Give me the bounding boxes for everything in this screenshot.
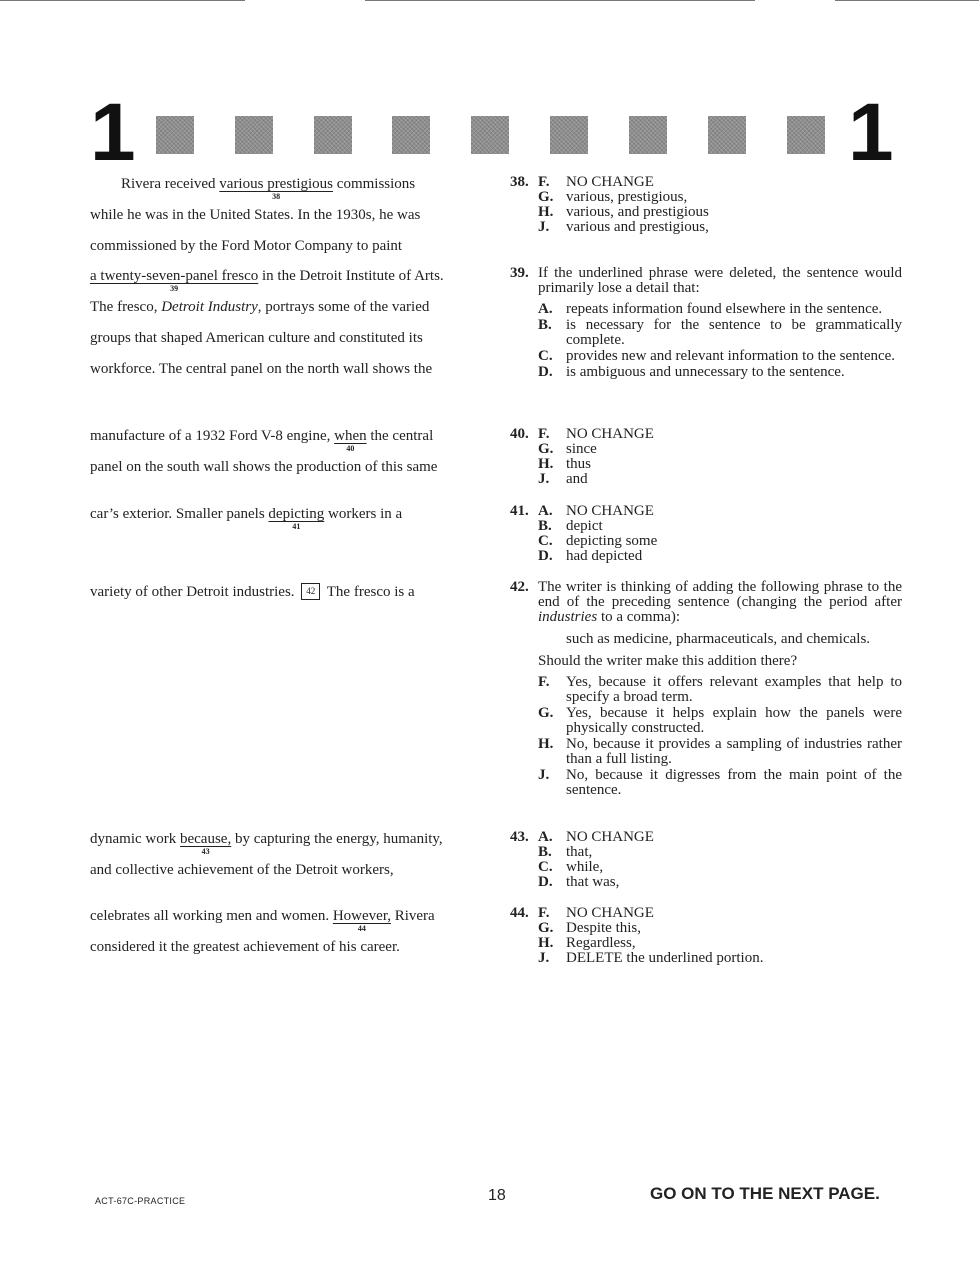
question-marker-44: 44: [357, 924, 366, 933]
answer-option[interactable]: that,: [566, 844, 593, 860]
answer-option[interactable]: No, because it provides a sampling of industries rather than a full listing.: [566, 736, 902, 767]
question-marker-38: 38: [272, 192, 281, 201]
section-header-blocks: [156, 116, 828, 154]
question-marker-40: 40: [346, 444, 355, 453]
answer-option[interactable]: various, prestigious,: [566, 189, 688, 205]
answer-option[interactable]: that was,: [566, 874, 620, 890]
answer-option[interactable]: NO CHANGE: [566, 829, 654, 845]
header-block: [787, 116, 825, 154]
answer-option[interactable]: depicting some: [566, 533, 658, 549]
question-marker-43: 43: [201, 847, 210, 856]
answer-option[interactable]: various, and prestigious: [566, 204, 709, 220]
answer-option[interactable]: Yes, because it helps explain how the panels were physically constructed.: [566, 705, 902, 736]
underlined-phrase-38[interactable]: various prestigious 38: [219, 176, 334, 201]
question-40: 40. F. NO CHANGE G. since H. thus J. and: [510, 427, 902, 487]
answer-option[interactable]: and: [566, 471, 588, 487]
answer-option[interactable]: Regardless,: [566, 935, 636, 951]
answer-option[interactable]: Despite this,: [566, 920, 641, 936]
header-block: [392, 116, 430, 154]
answer-option[interactable]: thus: [566, 456, 592, 472]
question-marker-39: 39: [170, 284, 179, 293]
next-page-notice: GO ON TO THE NEXT PAGE.: [650, 1184, 880, 1203]
question-43: 43. A. NO CHANGE B. that, C. while, D. that was,: [510, 830, 902, 890]
top-rule-left: [0, 0, 245, 1]
form-code: ACT-67C-PRACTICE: [95, 1196, 186, 1206]
answer-option[interactable]: Yes, because it offers relevant examples that help to specify a broad term.: [566, 674, 902, 705]
answer-option[interactable]: is necessary for the sentence to be grammatically complete.: [566, 317, 902, 348]
answer-option[interactable]: depict: [566, 518, 603, 534]
question-39: 39. If the underlined phrase were deleted, the sentence would primarily lose a detail that: A. repeats information found elsewhere in the sentence. B. is necessary for the sentence to be grammatically complete. C. provides new and relevant information to the sentence. D. is ambiguous and unnecessary to the sentence.: [510, 265, 902, 380]
underlined-phrase-41[interactable]: depicting 41: [268, 506, 325, 531]
question-box-42[interactable]: 42: [301, 583, 320, 600]
answer-option[interactable]: is ambiguous and unnecessary to the sentence.: [566, 364, 845, 380]
header-block: [550, 116, 588, 154]
section-number-right: 1: [848, 87, 892, 178]
answer-option[interactable]: repeats information found elsewhere in the sentence.: [566, 301, 883, 317]
proposed-phrase: such as medicine, pharmaceuticals, and chemicals.: [566, 631, 871, 647]
answer-option[interactable]: NO CHANGE: [566, 905, 654, 921]
question-38: 38. F. NO CHANGE G. various, prestigious, H. various, and prestigious J. various and prestigious,: [510, 175, 902, 235]
passage-line: variety of other Detroit industries. 42 The fresco is a: [90, 584, 415, 600]
page-number: 18: [488, 1187, 506, 1204]
question-stem: If the underlined phrase were deleted, the sentence would primarily lose a detail that:: [538, 265, 902, 296]
top-rule-center: [365, 0, 755, 1]
passage-line: panel on the south wall shows the production of this same: [90, 459, 438, 475]
passage-line: celebrates all working men and women. However, 44 Rivera: [90, 908, 435, 933]
answer-option[interactable]: NO CHANGE: [566, 174, 654, 190]
header-block: [314, 116, 352, 154]
passage-line: and collective achievement of the Detroit workers,: [90, 862, 394, 878]
question-42: 42. The writer is thinking of adding the following phrase to the end of the preceding sentence (changing the period after industries to a comma): such as medicine, pharmaceuticals, and chemicals. Should the writer make this addition there? F. Yes, because it offers relevant examples that help to specify a broad term. G. Yes, because it helps explain how the panels were physically constructed. H. No, because it provides a sampling of industries rather than a full listing. J. No, because it digresses from the main point of the sentence.: [510, 579, 902, 798]
header-block: [629, 116, 667, 154]
passage-line: groups that shaped American culture and constituted its: [90, 330, 423, 346]
question-44: 44. F. NO CHANGE G. Despite this, H. Regardless, J. DELETE the underlined portion.: [510, 906, 902, 966]
passage-line: commissioned by the Ford Motor Company to paint: [90, 238, 403, 254]
question-stem: The writer is thinking of adding the following phrase to the end of the preceding sentence (changing the period after industries to a comma):: [538, 579, 902, 625]
underlined-phrase-44[interactable]: However, 44: [332, 908, 391, 933]
passage-line: workforce. The central panel on the north wall shows the: [90, 361, 433, 377]
passage-line: car’s exterior. Smaller panels depicting 41 workers in a: [90, 506, 403, 531]
answer-option[interactable]: DELETE the underlined portion.: [566, 950, 764, 966]
passage-line: while he was in the United States. In the 1930s, he was: [90, 207, 421, 223]
question-ask: Should the writer make this addition there?: [538, 653, 798, 669]
underlined-phrase-39[interactable]: a twenty-seven-panel fresco 39: [90, 268, 259, 293]
passage-line: dynamic work because, 43 by capturing the energy, humanity,: [90, 831, 443, 856]
header-block: [471, 116, 509, 154]
answer-option[interactable]: while,: [566, 859, 604, 875]
question-marker-41: 41: [292, 522, 301, 531]
header-block: [708, 116, 746, 154]
underlined-phrase-40[interactable]: when 40: [334, 428, 367, 453]
answer-option[interactable]: No, because it digresses from the main point of the sentence.: [566, 767, 902, 798]
header-block: [156, 116, 194, 154]
question-41: 41. A. NO CHANGE B. depict C. depicting some D. had depicted: [510, 504, 902, 564]
top-rule-right: [835, 0, 979, 1]
underlined-phrase-43[interactable]: because, 43: [179, 831, 232, 856]
answer-option[interactable]: various and prestigious,: [566, 219, 709, 235]
answer-option[interactable]: NO CHANGE: [566, 503, 654, 519]
passage-line: The fresco, Detroit Industry, portrays some of the varied: [90, 299, 430, 315]
header-block: [235, 116, 273, 154]
passage-line: Rivera received various prestigious 38 commissions: [121, 176, 416, 201]
answer-option[interactable]: had depicted: [566, 548, 643, 564]
section-number-left: 1: [90, 87, 134, 178]
passage-line: a twenty-seven-panel fresco 39 in the Detroit Institute of Arts.: [90, 268, 444, 293]
answer-option[interactable]: provides new and relevant information to the sentence.: [566, 348, 896, 364]
passage-line: manufacture of a 1932 Ford V-8 engine, when 40 the central: [90, 428, 434, 453]
answer-option[interactable]: NO CHANGE: [566, 426, 654, 442]
passage-line: considered it the greatest achievement of his career.: [90, 939, 400, 955]
answer-option[interactable]: since: [566, 441, 597, 457]
